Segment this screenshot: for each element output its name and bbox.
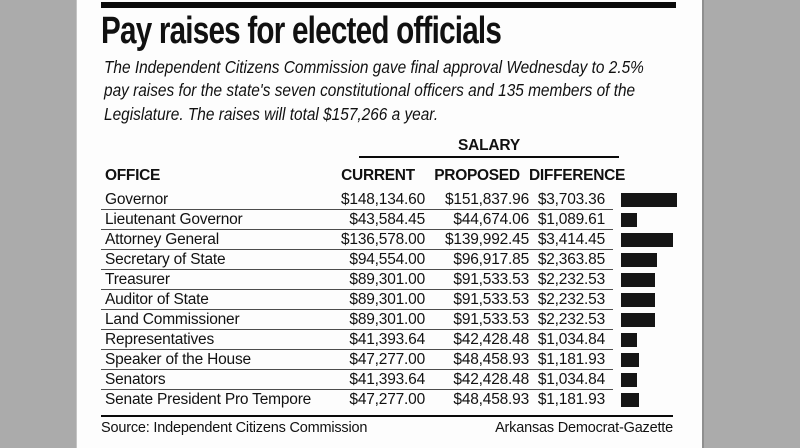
difference-bar [621, 373, 637, 387]
difference-cell: $1,089.61 [537, 210, 605, 228]
salary-group-underline [359, 156, 619, 158]
current-cell: $41,393.64 [349, 330, 425, 348]
bar-slot [621, 190, 681, 210]
office-cell: Senators [105, 370, 166, 388]
table-row [101, 210, 613, 230]
current-cell: $47,277.00 [349, 350, 425, 368]
bar-slot [621, 230, 681, 250]
bar-slot [621, 250, 681, 270]
difference-bar [621, 393, 639, 407]
current-cell: $41,393.64 [349, 370, 425, 388]
proposed-cell: $139,992.45 [445, 230, 529, 248]
difference-bar [621, 193, 677, 207]
table-row [101, 330, 613, 350]
proposed-cell: $42,428.48 [453, 370, 529, 388]
top-rule [101, 2, 676, 8]
bar-slot [621, 370, 681, 390]
office-cell: Land Commissioner [105, 310, 240, 328]
current-cell: $89,301.00 [349, 290, 425, 308]
proposed-cell: $48,458.93 [453, 391, 529, 408]
table-row [101, 190, 613, 210]
current-cell: $94,554.00 [349, 250, 425, 268]
footer-rule [101, 415, 673, 417]
credit-text: Arkansas Democrat-Gazette [495, 420, 673, 436]
current-cell: $43,584.45 [349, 210, 425, 228]
table-rows [101, 190, 613, 410]
table-row [101, 390, 613, 410]
proposed-cell: $48,458.93 [453, 350, 529, 368]
proposed-cell: $91,533.53 [453, 270, 529, 288]
table-column-headers [101, 163, 626, 185]
column-header-difference: DIFFERENCE [529, 167, 626, 184]
difference-cell: $3,414.45 [537, 230, 605, 248]
difference-bar [621, 273, 655, 287]
bar-slot [621, 350, 681, 370]
bar-slot [621, 210, 681, 230]
difference-cell: $3,703.36 [537, 190, 605, 208]
office-cell: Speaker of the House [105, 350, 251, 368]
bar-chart [621, 190, 681, 410]
proposed-cell: $151,837.96 [445, 190, 529, 208]
difference-cell: $2,232.53 [537, 290, 605, 308]
difference-cell: $2,363.85 [537, 250, 605, 268]
column-header-current: CURRENT [341, 167, 415, 184]
intro-line: Legislature. The raises will total $157,266 a year. [104, 103, 439, 124]
office-cell: Attorney General [105, 230, 219, 248]
proposed-cell: $91,533.53 [453, 310, 529, 328]
office-cell: Representatives [105, 330, 215, 348]
difference-bar [621, 213, 637, 227]
current-cell: $148,134.60 [341, 190, 425, 208]
difference-bar [621, 333, 637, 347]
bar-slot [621, 330, 681, 350]
bar-slot [621, 310, 681, 330]
table-row [101, 370, 613, 390]
proposed-cell: $42,428.48 [453, 330, 529, 348]
intro-line: pay raises for the state's seven constitutional officers and 135 members of the [104, 80, 636, 101]
current-cell: $89,301.00 [349, 310, 425, 328]
difference-bar [621, 353, 639, 367]
table-row [101, 310, 613, 330]
current-cell: $136,578.00 [341, 230, 425, 248]
bar-slot [621, 390, 681, 410]
difference-cell: $1,034.84 [537, 370, 605, 388]
infographic-panel [76, 0, 704, 448]
page-title: Pay raises for elected officials [101, 10, 502, 52]
current-cell: $47,277.00 [349, 391, 425, 408]
proposed-cell: $44,674.06 [453, 210, 529, 228]
office-cell: Governor [105, 190, 169, 208]
difference-bar [621, 233, 673, 247]
intro-text [104, 56, 644, 126]
table-row [101, 230, 613, 250]
table-row [101, 350, 613, 370]
proposed-cell: $91,533.53 [453, 290, 529, 308]
footer [101, 420, 673, 436]
office-cell: Auditor of State [105, 290, 209, 308]
difference-cell: $1,181.93 [537, 350, 605, 368]
office-cell: Senate President Pro Tempore [105, 391, 312, 408]
table-row [101, 290, 613, 310]
column-header-proposed: PROPOSED [434, 167, 520, 184]
difference-cell: $1,181.93 [537, 391, 605, 408]
office-cell: Secretary of State [105, 250, 226, 268]
difference-cell: $2,232.53 [537, 270, 605, 288]
difference-cell: $1,034.84 [537, 330, 605, 348]
office-cell: Treasurer [105, 270, 170, 288]
difference-cell: $2,232.53 [537, 310, 605, 328]
current-cell: $89,301.00 [349, 270, 425, 288]
column-header-office: OFFICE [105, 167, 161, 184]
intro-line: The Independent Citizens Commission gave final approval Wednesday to 2.5% [104, 57, 644, 77]
difference-bar [621, 253, 657, 267]
office-cell: Lieutenant Governor [105, 210, 243, 228]
table-row [101, 250, 613, 270]
difference-bar [621, 293, 655, 307]
source-text: Source: Independent Citizens Commission [101, 420, 368, 436]
salary-group-label: SALARY [458, 137, 520, 154]
table-row [101, 270, 613, 290]
difference-bar [621, 313, 655, 327]
bar-slot [621, 270, 681, 290]
proposed-cell: $96,917.85 [453, 250, 529, 268]
bar-slot [621, 290, 681, 310]
